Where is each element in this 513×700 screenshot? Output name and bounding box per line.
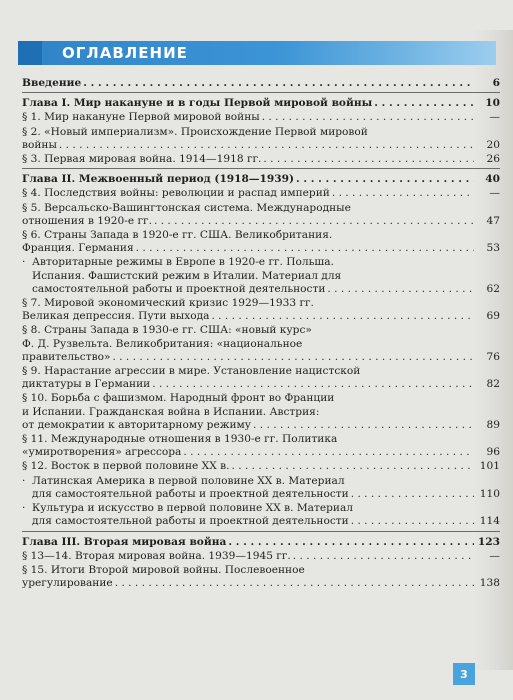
toc-line bbox=[22, 153, 500, 166]
leader-dots bbox=[296, 173, 474, 186]
toc-line bbox=[22, 324, 500, 337]
toc-line bbox=[22, 111, 500, 124]
toc-entry-text: Авторитарные режимы в Европе в 1920-е гг. Польша. bbox=[32, 256, 334, 269]
section-divider bbox=[22, 531, 500, 532]
toc-entry-text: § 10. Борьба с фашизмом. Народный фронт во Франции bbox=[22, 392, 335, 405]
toc-entry-text: Глава II. Межвоенный период (1918—1939) bbox=[22, 173, 295, 186]
toc-entry-text: § 6. Страны Запада в 1920-е гг. США. Великобритания. bbox=[22, 229, 333, 242]
toc-section[interactable] bbox=[22, 126, 500, 152]
toc-page-number: 47 bbox=[486, 214, 500, 227]
toc-entry-text: правительство» bbox=[22, 350, 111, 363]
toc-entry-text: § 3. Первая мировая война. 1914—1918 гг. bbox=[22, 153, 262, 166]
toc-page-number: 6 bbox=[492, 77, 500, 89]
toc-section[interactable] bbox=[22, 365, 500, 391]
toc-line bbox=[22, 310, 500, 323]
toc-entry-text: для самостоятельной работы и проектной деятельности bbox=[32, 487, 349, 500]
toc-entry-text: § 2. «Новый империализм». Происхождение Первой мировой bbox=[22, 125, 368, 138]
leader-dots bbox=[351, 515, 474, 528]
section-divider bbox=[22, 92, 500, 93]
toc-page-number: 76 bbox=[486, 350, 500, 363]
toc-entry-text: диктатуры в Германии bbox=[22, 378, 151, 391]
leader-dots bbox=[293, 550, 474, 563]
toc-page-number: — bbox=[489, 111, 500, 124]
bullet-icon: · bbox=[22, 502, 26, 515]
toc-entry-text: Ф. Д. Рузвельта. Великобритания: «национальное bbox=[22, 337, 303, 350]
toc-line bbox=[22, 351, 500, 364]
toc-section[interactable] bbox=[22, 297, 500, 323]
toc-page-number: 26 bbox=[486, 153, 500, 166]
toc-entry-text: войны bbox=[22, 138, 57, 151]
toc-entry-text: § 15. Итоги Второй мировой войны. Послевоенное bbox=[22, 563, 305, 576]
toc-page-number: 96 bbox=[486, 446, 500, 459]
toc-section[interactable] bbox=[22, 153, 500, 166]
leader-dots bbox=[112, 351, 474, 364]
toc-line bbox=[22, 97, 500, 110]
toc-page-number: 82 bbox=[486, 378, 500, 391]
toc-line bbox=[22, 577, 500, 590]
leader-dots bbox=[332, 187, 474, 200]
toc-section[interactable] bbox=[22, 392, 500, 432]
toc-entry-text: § 7. Мировой экономический кризис 1929—1933 гг. bbox=[22, 297, 314, 310]
leader-dots bbox=[262, 111, 474, 124]
toc-page-number: — bbox=[489, 187, 500, 200]
toc-line bbox=[22, 215, 500, 228]
toc-section[interactable] bbox=[22, 460, 500, 473]
toc-line bbox=[22, 446, 500, 459]
toc-entry-text: Глава I. Мир накануне и в годы Первой мировой войны bbox=[22, 97, 373, 110]
toc-section[interactable] bbox=[22, 202, 500, 228]
page-title: ОГЛАВЛЕНИЕ bbox=[62, 44, 188, 62]
toc-line bbox=[22, 202, 500, 215]
toc-page-number: 69 bbox=[486, 310, 500, 323]
toc-entry-text: Культура и искусство в первой половине XX в. Материал bbox=[32, 502, 354, 515]
toc-line bbox=[22, 139, 500, 152]
toc-entry-text: и Испании. Гражданская война в Испании. Австрия: bbox=[22, 405, 320, 418]
toc-line bbox=[22, 564, 500, 577]
toc-page-number: 53 bbox=[486, 242, 500, 255]
toc-line bbox=[22, 550, 500, 563]
toc-section[interactable] bbox=[22, 550, 500, 563]
leader-dots bbox=[152, 378, 474, 391]
toc-page-number: 114 bbox=[479, 515, 500, 528]
toc-page-number: 123 bbox=[477, 535, 500, 548]
toc-line bbox=[22, 433, 500, 446]
toc-bullet-item[interactable] bbox=[22, 502, 500, 528]
toc-entry-text: § 12. Восток в первой половине XX в. bbox=[22, 460, 230, 473]
toc-line bbox=[22, 488, 500, 501]
toc-page-number: 101 bbox=[479, 460, 500, 473]
toc-entry-text: § 8. Страны Запада в 1930-е гг. США: «новый курс» bbox=[22, 324, 312, 337]
toc-line bbox=[22, 242, 500, 255]
toc-entry-text: § 4. Последствия войны: революции и распад империй bbox=[22, 187, 330, 200]
table-of-contents bbox=[22, 73, 500, 591]
toc-line bbox=[22, 536, 500, 549]
toc-entry-text: § 11. Международные отношения в 1930-е гг. Политика bbox=[22, 433, 338, 446]
leader-dots bbox=[228, 536, 474, 549]
toc-line bbox=[22, 365, 500, 378]
toc-line bbox=[22, 460, 500, 473]
toc-line bbox=[22, 229, 500, 242]
toc-line bbox=[22, 256, 500, 269]
toc-line bbox=[22, 392, 500, 405]
toc-bullet-item[interactable] bbox=[22, 475, 500, 501]
header-accent-block bbox=[18, 41, 42, 65]
toc-page-number: 40 bbox=[485, 173, 500, 186]
toc-line bbox=[22, 77, 500, 90]
leader-dots bbox=[115, 577, 474, 590]
leader-dots bbox=[231, 460, 474, 473]
toc-section[interactable] bbox=[22, 229, 500, 255]
bullet-icon: · bbox=[22, 474, 26, 487]
leader-dots bbox=[374, 97, 474, 110]
toc-entry-text: Глава III. Вторая мировая война bbox=[22, 535, 227, 548]
toc-page-number: 62 bbox=[486, 282, 500, 295]
toc-entry-text: «умиротворения» агрессора bbox=[22, 446, 182, 459]
toc-intro[interactable] bbox=[22, 77, 500, 90]
toc-entry-text: § 9. Нарастание агрессии в мире. Установление нацистской bbox=[22, 365, 361, 378]
leader-dots bbox=[59, 139, 474, 152]
leader-dots bbox=[154, 215, 474, 228]
bullet-icon: · bbox=[22, 256, 26, 269]
toc-section[interactable] bbox=[22, 187, 500, 200]
toc-section[interactable] bbox=[22, 324, 500, 364]
toc-chapter[interactable] bbox=[22, 536, 500, 549]
toc-entry-text: Франция. Германия bbox=[22, 242, 134, 255]
toc-line bbox=[22, 173, 500, 186]
toc-page-number: 110 bbox=[479, 487, 500, 500]
leader-dots bbox=[183, 446, 474, 459]
toc-line bbox=[22, 419, 500, 432]
leader-dots bbox=[211, 310, 474, 323]
leader-dots bbox=[253, 419, 474, 432]
toc-section[interactable] bbox=[22, 433, 500, 459]
toc-entry-text: самостоятельной работы и проектной деятельности bbox=[32, 282, 326, 295]
toc-page-number: 20 bbox=[486, 138, 500, 151]
toc-page-number: 89 bbox=[486, 418, 500, 431]
toc-page-number: — bbox=[489, 549, 500, 562]
toc-line bbox=[22, 515, 500, 528]
toc-entry-text: для самостоятельной работы и проектной деятельности bbox=[32, 515, 349, 528]
toc-line bbox=[22, 502, 500, 515]
toc-line bbox=[22, 378, 500, 391]
toc-page-number: 138 bbox=[479, 577, 500, 590]
page-number-badge: 3 bbox=[453, 663, 475, 685]
toc-entry-text: § 5. Версальско-Вашингтонская система. Международные bbox=[22, 201, 351, 214]
toc-entry-text: от демократии к авторитарному режиму bbox=[22, 418, 252, 431]
toc-entry-text: отношения в 1920-е гг. bbox=[22, 214, 152, 227]
toc-entry-text: Великая депрессия. Пути выхода bbox=[22, 310, 210, 323]
toc-entry-text: урегулирование bbox=[22, 577, 113, 590]
toc-line bbox=[22, 338, 500, 351]
toc-line bbox=[22, 270, 500, 283]
toc-chapter[interactable] bbox=[22, 97, 500, 110]
toc-page-number: 10 bbox=[485, 97, 500, 110]
toc-line bbox=[22, 126, 500, 139]
toc-entry-text: § 1. Мир накануне Первой мировой войны bbox=[22, 111, 260, 124]
toc-line bbox=[22, 283, 500, 296]
toc-line bbox=[22, 297, 500, 310]
toc-chapter[interactable] bbox=[22, 173, 500, 186]
toc-line bbox=[22, 475, 500, 488]
toc-line bbox=[22, 406, 500, 419]
toc-entry-text: § 13—14. Вторая мировая война. 1939—1945 гг. bbox=[22, 549, 291, 562]
leader-dots bbox=[263, 153, 474, 166]
toc-entry-text: Введение bbox=[22, 77, 82, 89]
toc-entry-text: Латинская Америка в первой половине XX в. Материал bbox=[32, 474, 345, 487]
toc-line bbox=[22, 187, 500, 200]
toc-section[interactable] bbox=[22, 564, 500, 590]
leader-dots bbox=[83, 77, 474, 90]
toc-bullet-item[interactable] bbox=[22, 256, 500, 296]
toc-entry-text: Испания. Фашистский режим в Италии. Материал для bbox=[32, 269, 342, 282]
section-divider bbox=[22, 168, 500, 169]
leader-dots bbox=[351, 488, 474, 501]
leader-dots bbox=[136, 242, 474, 255]
leader-dots bbox=[327, 283, 474, 296]
toc-section[interactable] bbox=[22, 111, 500, 124]
